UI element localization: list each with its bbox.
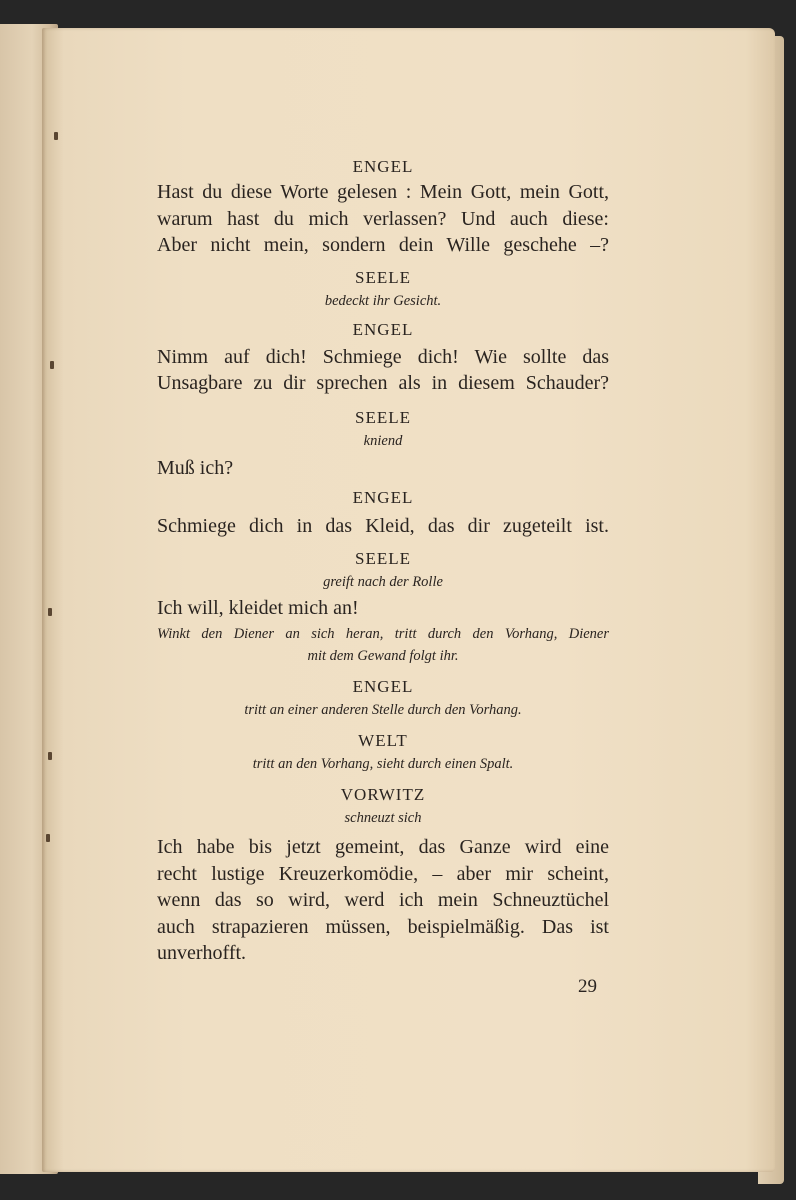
stage-direction: tritt an den Vorhang, sieht durch einen Spalt. [252,756,514,772]
dialogue-line: Ich will, kleidet mich an! [157,596,359,619]
speaker-name: ENGEL [352,157,414,176]
dialogue-line: warum hast du mich verlassen? Und auch diese: [157,207,609,230]
binding-mark [50,361,54,369]
dialogue-line: recht lustige Kreuzerkomödie, – aber mir scheint, [157,862,609,885]
speaker-name: SEELE [355,407,411,427]
dialogue-line: Ich habe bis jetzt gemeint, das Ganze wird eine [157,836,609,858]
speaker-name: SEELE [355,548,411,568]
play-text [157,154,609,967]
binding-mark [48,608,52,616]
stage-direction: schneuzt sich [344,810,422,826]
dialogue-line: Muß ich? [157,456,234,479]
speaker-name: VORWITZ [340,785,426,804]
dialogue-line: Schmiege dich in das Kleid, das dir zugeteilt ist. [157,515,609,537]
binding-mark [54,132,58,140]
dialogue-line: Unsagbare zu dir sprechen als in diesem Schauder? [157,372,609,394]
dialogue-line: unverhofft. [157,942,247,964]
speaker-name: SEELE [355,267,411,287]
stage-direction: tritt an einer anderen Stelle durch den Vorhang. [244,702,522,718]
stage-direction: kniend [363,432,403,449]
binding-mark [46,834,50,842]
dialogue-line: Aber nicht mein, sondern dein Wille geschehe –? [157,234,609,256]
speaker-name: ENGEL [352,488,414,507]
dialogue-line: wenn das so wird, werd ich mein Schneuztüchel [157,889,609,911]
stage-direction: Winkt den Diener an sich heran, tritt durch den Vorhang, Diener [157,626,609,642]
speaker-name: ENGEL [352,677,414,696]
stage-direction: mit dem Gewand folgt ihr. [307,648,459,664]
speaker-name: WELT [358,731,408,750]
dialogue-line: Hast du diese Worte gelesen : Mein Gott, mein Gott, [157,181,609,203]
dialogue-line: Nimm auf dich! Schmiege dich! Wie sollte das [157,345,609,368]
speaker-name: ENGEL [352,319,414,339]
dialogue-line: auch strapazieren müssen, beispielmäßig. Das ist [157,915,609,938]
stage-direction: bedeckt ihr Gesicht. [324,292,442,309]
page-number: 29 [578,976,597,997]
stage-direction: greift nach der Rolle [323,573,443,590]
binding-mark [48,752,52,760]
